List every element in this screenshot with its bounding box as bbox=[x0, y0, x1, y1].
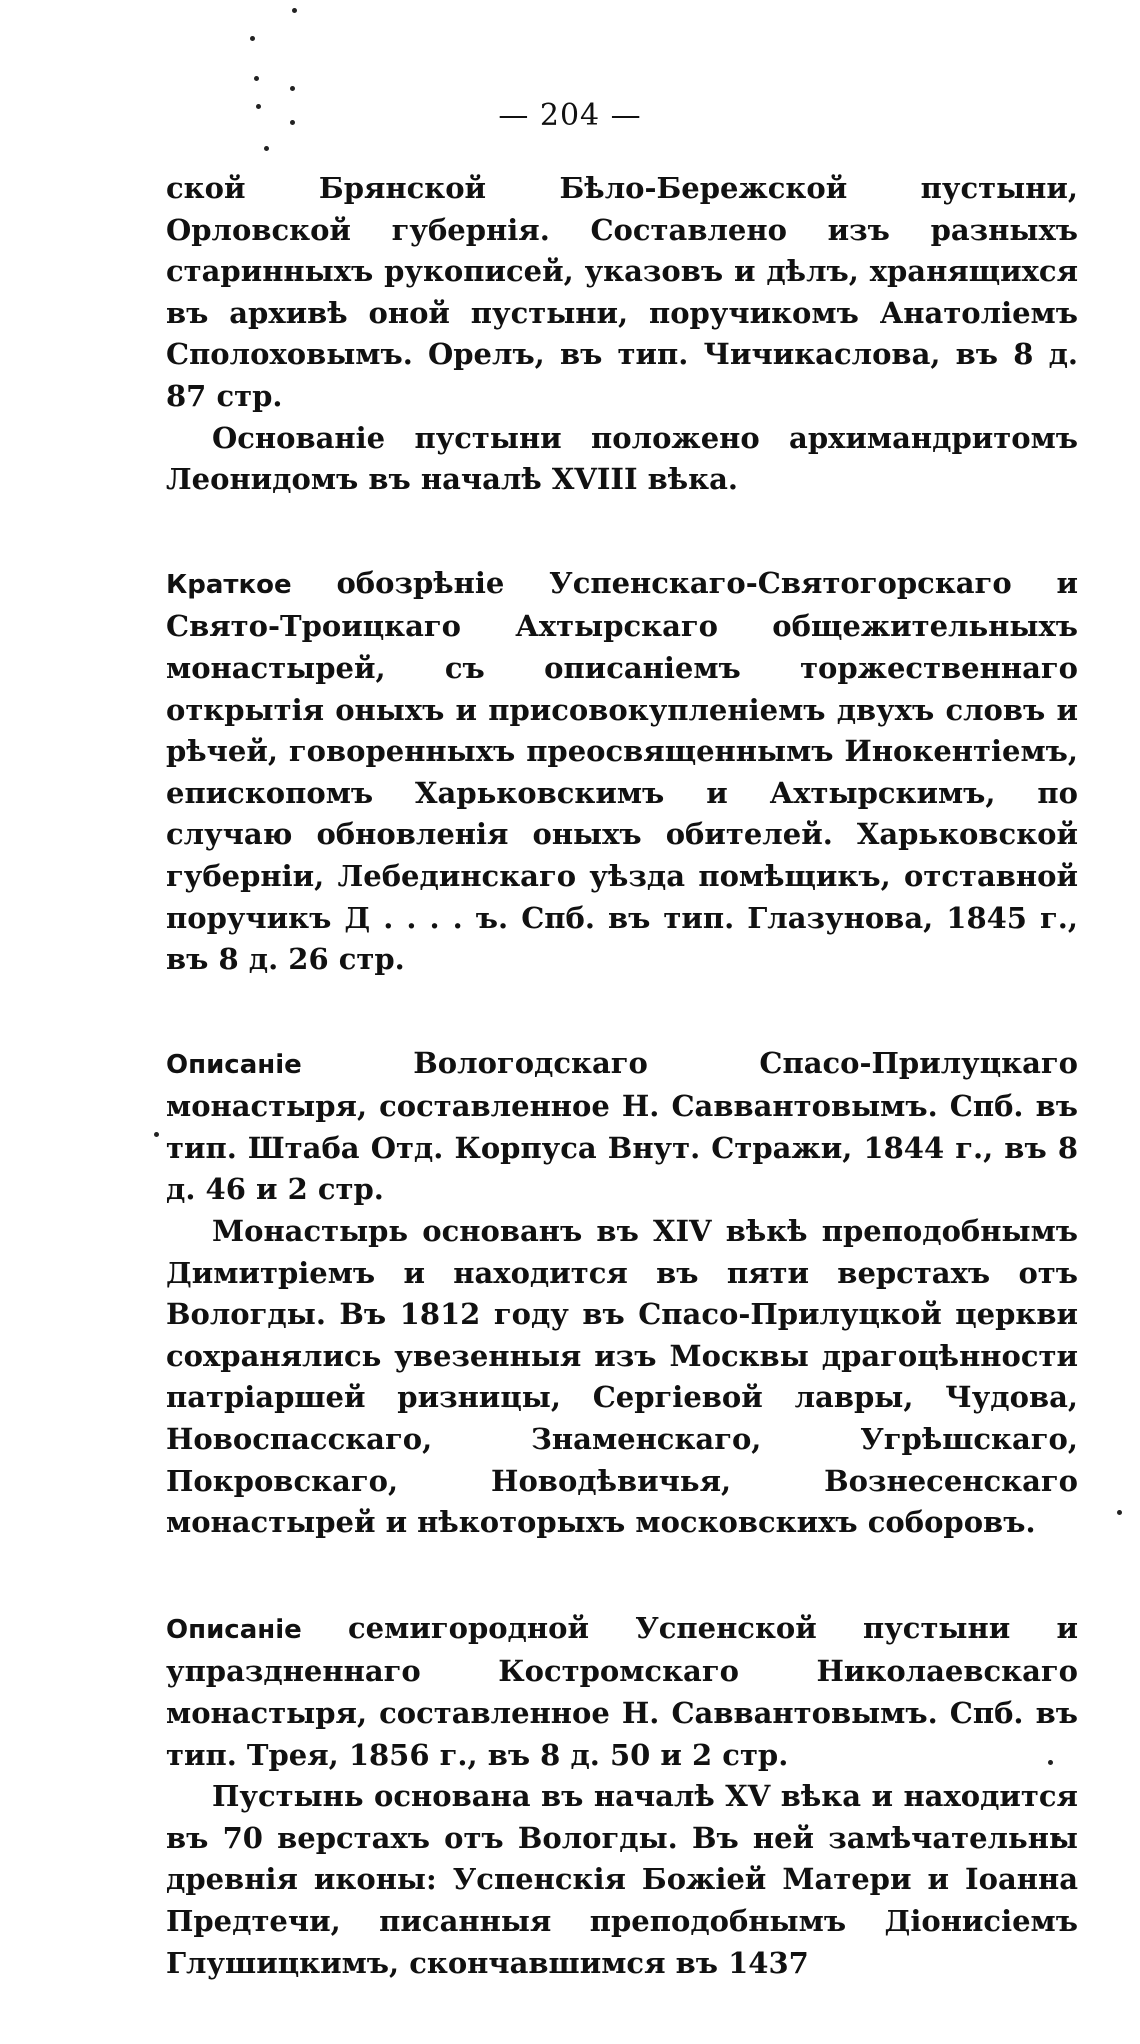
paragraph-text: ской Брянской Бѣло-Бережской пустыни, Орловской губернія. Составлено изъ разныхъ старинныхъ рукописей, указовъ и дѣлъ, хранящихся въ архивѣ оной пустыни, поручикомъ Анатоліемъ Сполоховымъ. Орелъ, въ тип. Чичикаслова, въ 8 д. 87 стр. bbox=[166, 171, 1078, 413]
page-number: — 204 — bbox=[498, 98, 642, 133]
scan-speck bbox=[1117, 1510, 1122, 1515]
scan-speck bbox=[254, 76, 259, 81]
paragraph-text: Вологодскаго Спасо-Прилуцкаго монастыря, составленное Н. Саввантовымъ. Спб. въ тип. Штаба Отд. Корпуса Внут. Стражи, 1844 г., въ 8 д. 46 и 2 стр. bbox=[166, 1045, 1078, 1207]
entry-lead-word: Краткое bbox=[166, 569, 292, 600]
scan-speck bbox=[250, 36, 255, 41]
entry-paragraph bbox=[166, 418, 1078, 501]
entry-paragraph bbox=[166, 563, 1078, 981]
bibliography-entry bbox=[166, 1043, 1078, 1544]
paragraph-text: Монастырь основанъ въ XIV вѣкѣ преподобнымъ Димитріемъ и находится въ пяти верстахъ отъ Вологды. Въ 1812 году въ Спасо-Прилуцкой церкви сохранялись увезенныя изъ Москвы драгоцѣнности патріаршей ризницы, Сергіевой лавры, Чудова, Новоспасскаго, Знаменскаго, Угрѣшскаго, Покровскаго, Новодѣвичья, Вознесенскаго монастырей и нѣкоторыхъ московскихъ соборовъ. bbox=[166, 1214, 1078, 1540]
entry-paragraph bbox=[166, 1608, 1078, 1776]
paragraph-text: Пустынь основана въ началѣ XV вѣка и находится въ 70 верстахъ отъ Вологды. Въ ней замѣчательны древнія иконы: Успенскія Божіей Матери и Іоанна Предтечи, писанныя преподобнымъ Діонисіемъ Глушицкимъ, скончавшимся въ 1437 bbox=[166, 1779, 1078, 1980]
paragraph-text: Основаніе пустыни положено архимандритомъ Леонидомъ въ началѣ XVIII вѣка. bbox=[166, 420, 1078, 497]
page-body bbox=[166, 168, 1078, 2044]
entry-paragraph bbox=[166, 1211, 1078, 1544]
entry-paragraph bbox=[166, 1776, 1078, 1984]
paragraph-text: обозрѣніе Успенскаго-Святогорскаго и Свято-Троицкаго Ахтырскаго общежительныхъ монастырей, съ описаніемъ торжественнаго открытія оныхъ и присовокупленіемъ двухъ словъ и рѣчей, говоренныхъ преосвященнымъ Инокентіемъ, епископомъ Харьковскимъ и Ахтырскимъ, по случаю обновленія оныхъ обителей. Харьковской губерніи, Лебединскаго уѣзда помѣщикъ, отставной поручикъ Д . . . . ъ. Спб. въ тип. Глазунова, 1845 г., въ 8 д. 26 стр. bbox=[166, 565, 1078, 977]
scan-speck bbox=[290, 86, 295, 91]
bibliography-entry bbox=[166, 563, 1078, 981]
entry-lead-word: Описаніе bbox=[166, 1049, 302, 1080]
bibliography-entry bbox=[166, 1608, 1078, 1984]
paragraph-text: семигородной Успенской пустыни и упраздненнаго Костромскаго Николаевскаго монастыря, составленное Н. Саввантовымъ. Спб. въ тип. Трея, 1856 г., въ 8 д. 50 и 2 стр. bbox=[166, 1610, 1078, 1772]
entry-paragraph bbox=[166, 168, 1078, 418]
scan-speck bbox=[264, 146, 269, 151]
entry-lead-word: Описаніе bbox=[166, 1614, 302, 1645]
scan-speck bbox=[292, 8, 297, 13]
scan-speck bbox=[154, 1132, 159, 1137]
bibliography-entry bbox=[166, 168, 1078, 501]
entry-paragraph bbox=[166, 1043, 1078, 1211]
